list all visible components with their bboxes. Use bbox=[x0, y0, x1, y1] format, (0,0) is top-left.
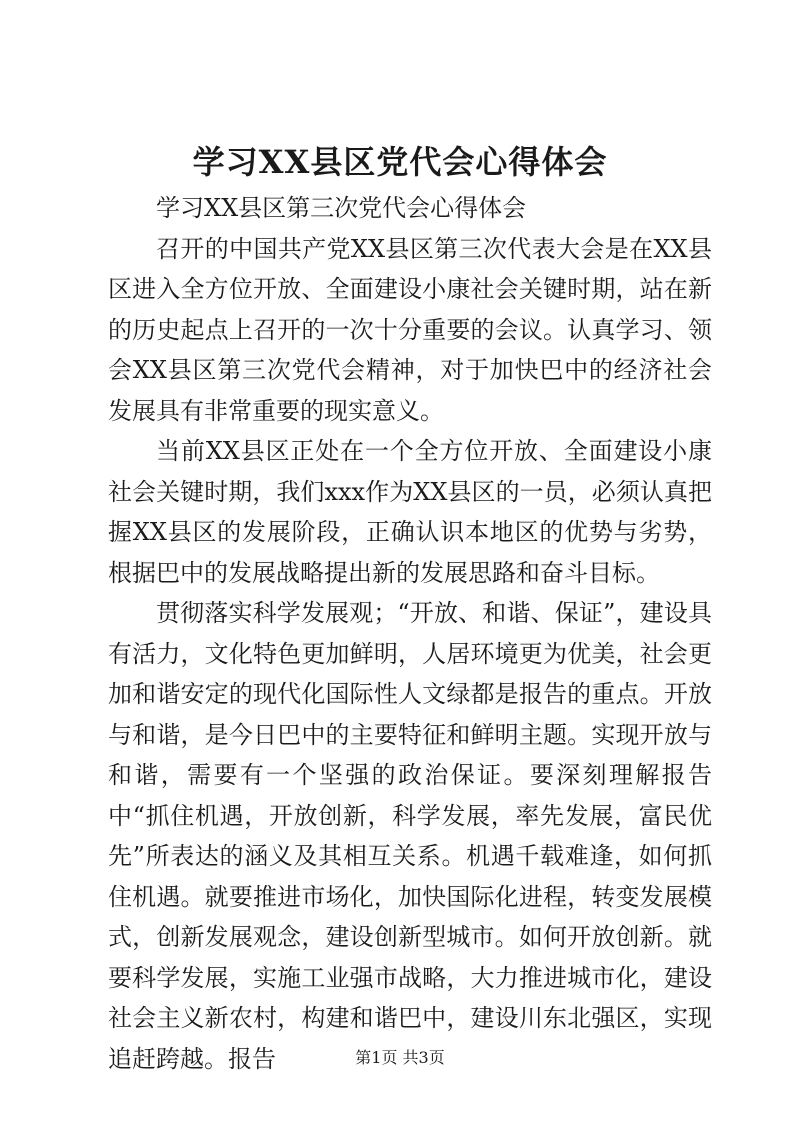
document-subtitle: 学习XX县区第三次党代会心得体会 bbox=[156, 194, 527, 222]
paragraph-3: 贯彻落实科学发展观；“开放、和谐、保证”，建设具有活力，文化特色更加鲜明，人居环境更为优美，社会更加和谐安定的现代化国际性人文绿都是报告的重点。开放与和谐，是今日巴中的主要特征和鲜明主题。实现开放与和谐，需要有一个坚强的政治保证。要深刻理解报告中“抓住机遇，开放创新，科学发展，率先发展，富民优先”所表达的涵义及其相互关系。机遇千载难逢，如何抓住机遇。就要推进市场化，加快国际化进程，转变发展模式，创新发展观念，建设创新型城市。如何开放创新。就要科学发展，实施工业强市战略，大力推进城市化，建设社会主义新农村，构建和谐巴中，建设川东北强区，实现追赶跨越。报告 bbox=[108, 599, 712, 1073]
page-footer: 第1页 共3页 bbox=[355, 1048, 445, 1067]
paragraph-2: 当前XX县区正处在一个全方位开放、全面建设小康社会关键时期，我们xxx作为XX县区的一员，必须认真把握XX县区的发展阶段，正确认识本地区的优势与劣势，根据巴中的发展战略提出新的发展思路和奋斗目标。 bbox=[108, 437, 712, 587]
document-body bbox=[108, 188, 712, 1079]
paragraph-1: 召开的中国共产党XX县区第三次代表大会是在XX县区进入全方位开放、全面建设小康社会关键时期，站在新的历史起点上召开的一次十分重要的会议。认真学习、领会XX县区第三次党代会精神，对于加快巴中的经济社会发展具有非常重要的现实意义。 bbox=[108, 234, 712, 425]
document-title: 学习XX县区党代会心得体会 bbox=[192, 143, 608, 181]
